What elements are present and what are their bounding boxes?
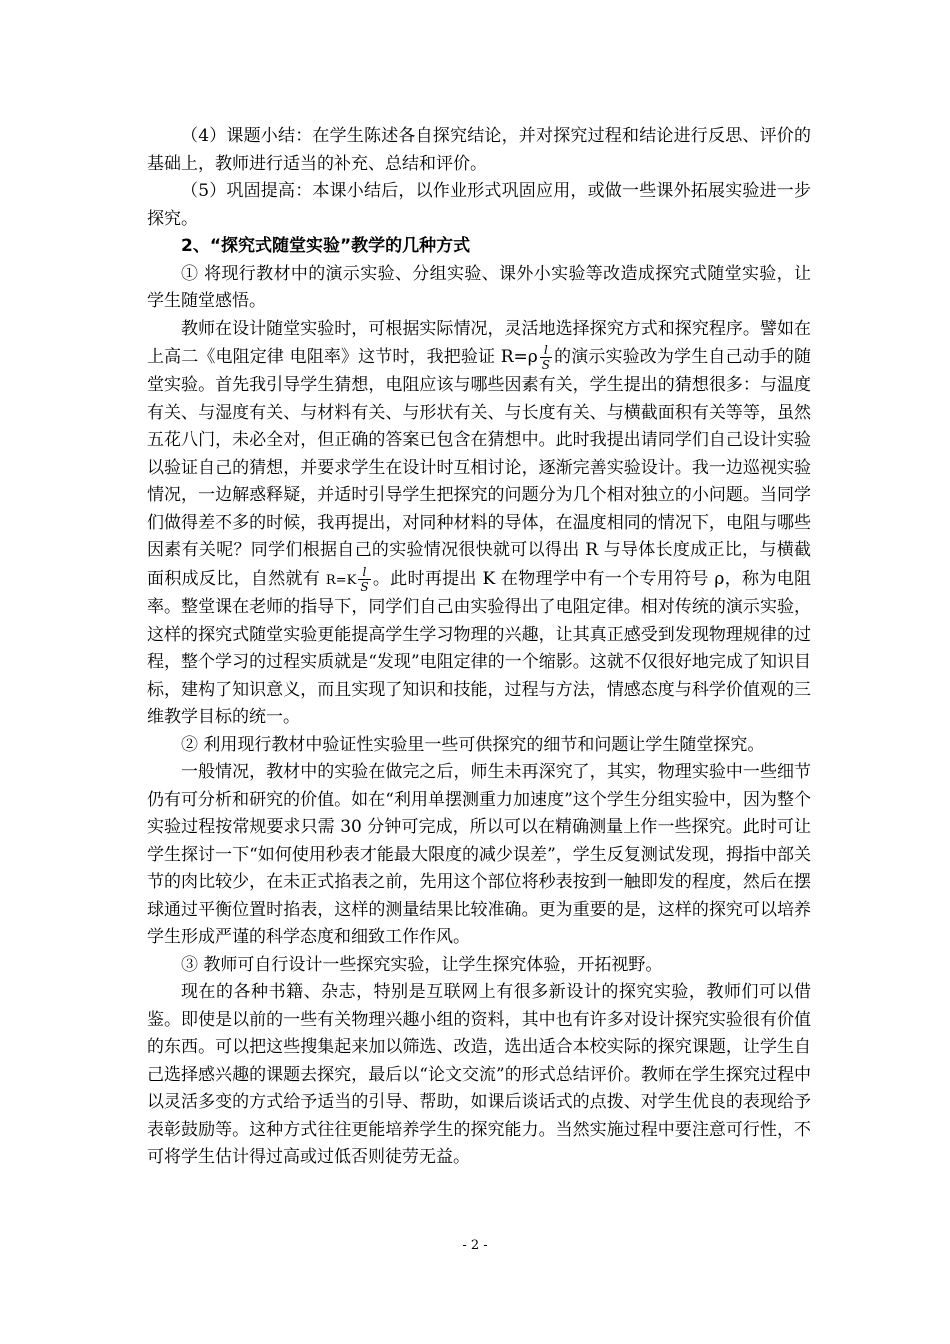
paragraph-method-1: ① 将现行教材中的演示实验、分组实验、课外小实验等改造成探究式随堂实验，让学生随堂感悟。 [147,263,811,311]
fraction-numerator: l [540,343,552,358]
text-segment: 教师在设计随堂实验时，可根据实际情况，灵活地选择探究方式和探究程序。譬如在上高二《电阻定律 电阻率》这节时，我把验证 R=ρ [147,318,811,367]
paragraph-pendulum-example: 一般情况，教材中的实验在做完之后，师生未再深究了，其实，物理实验中一些细节仍有可分析和研究的价值。如在“利用单摆测重力加速度”这个学生分组实验中，因为整个实验过程按常规要求只需 30 分钟可完成，所以可以在精确测量上作一些探究。此时可让学生探讨一下“如何使用秒表才能最大限度的减少误差”，学生反复测试发现，拇指中部关节的肉比较少，在未正式掐表之前，先用这个部位将秒表按到一触即发的程度，然后在摆球通过平衡位置时掐表，这样的测量结果比较准确。更为重要的是，这样的探究可以培养学生形成严谨的科学态度和细致工作作风。 [147,762,811,947]
fraction-l-over-s [540,343,552,372]
page-number: - 2 - [462,1238,488,1253]
text-segment: 的演示实验改为学生自己动手的随堂实验。首先我引导学生猜想，电阻应该与哪些因素有关，学生提出的猜想很多：与温度有关、与湿度有关、与材料有关、与形状有关、与长度有关、与横截面积有关等等，虽然五花八门，未必全对，但正确的答案已包含在猜想中。此时我提出请同学们自己设计实验以验证自己的猜想，并要求学生在设计时互相讨论，逐渐完善实验设计。我一边巡视实验情况，一边解惑释疑，并适时引导学生把探究的问题分为几个相对独立的小问题。当同学们做得差不多的时候，我再提出，对同种材料的导体，在温度相同的情况下，电阻与哪些因素有关呢？同学们根据自己的实验情况很快就可以得出 R 与导体长度成正比，与横截面积成反比，自然就有 [147,347,811,589]
paragraph-resources: 现在的各种书籍、杂志，特别是互联网上有很多新设计的探究实验，教师们可以借鉴。即使是以前的一些有关物理兴趣小组的资料，其中也有许多对设计探究实验很有价值的东西。可以把这些搜集起来加以筛选、改造，选出适合本校实际的探究课题，让学生自己选择感兴趣的课题去探究，最后以“论文交流”的形式总结评价。教师在学生探究过程中以灵活多变的方式给予适当的引导、帮助，如课后谈话式的点拨、对学生优良的表现给予表彰鼓励等。这种方式往往更能培养学生的探究能力。当然实施过程中要注意可行性，不可将学生估计得过高或过低否则徒劳无益。 [147,982,811,1167]
fraction-denominator: S [360,579,369,594]
fraction-l-over-s-2 [358,565,370,594]
paragraph-method-3: ③ 教师可自行设计一些探究实验，让学生探究体验，开拓视野。 [181,954,663,975]
fraction-denominator: S [541,358,550,372]
paragraph-method-2: ② 利用现行教材中验证性实验里一些可供探究的细节和问题让学生随堂探究。 [181,734,765,755]
text-segment: 。此时再提出 K 在物理学中有一个专用符号 ρ，称为电阻率。整堂课在老师的指导下，同学们自己由实验得出了电阻定律。相对传统的演示实验，这样的探究式随堂实验更能提高学生学习物理的兴趣，让其真正感受到发现物理规律的过程，整个学习的过程实质就是“发现”电阻定律的一个缩影。这就不仅很好地完成了知识目标，建构了知识意义，而且实现了知识和技能，过程与方法，情感态度与科学价值观的三维教学目标的统一。 [147,568,812,727]
paragraph-resistance-example [147,316,811,732]
paragraph-consolidation: （5）巩固提高：本课小结后，以作业形式巩固应用，或做一些课外拓展实验进一步探究。 [147,181,811,229]
paragraph-summary: （4）课题小结：在学生陈述各自探究结论，并对探究过程和结论进行反思、评价的基础上，教师进行适当的补充、总结和评价。 [147,126,811,174]
formula-r-equals-k: R=K [325,572,357,588]
fraction-numerator: l [358,565,370,580]
document-body [147,123,811,1172]
section-heading: 2、“探究式随堂实验”教学的几种方式 [181,236,471,256]
